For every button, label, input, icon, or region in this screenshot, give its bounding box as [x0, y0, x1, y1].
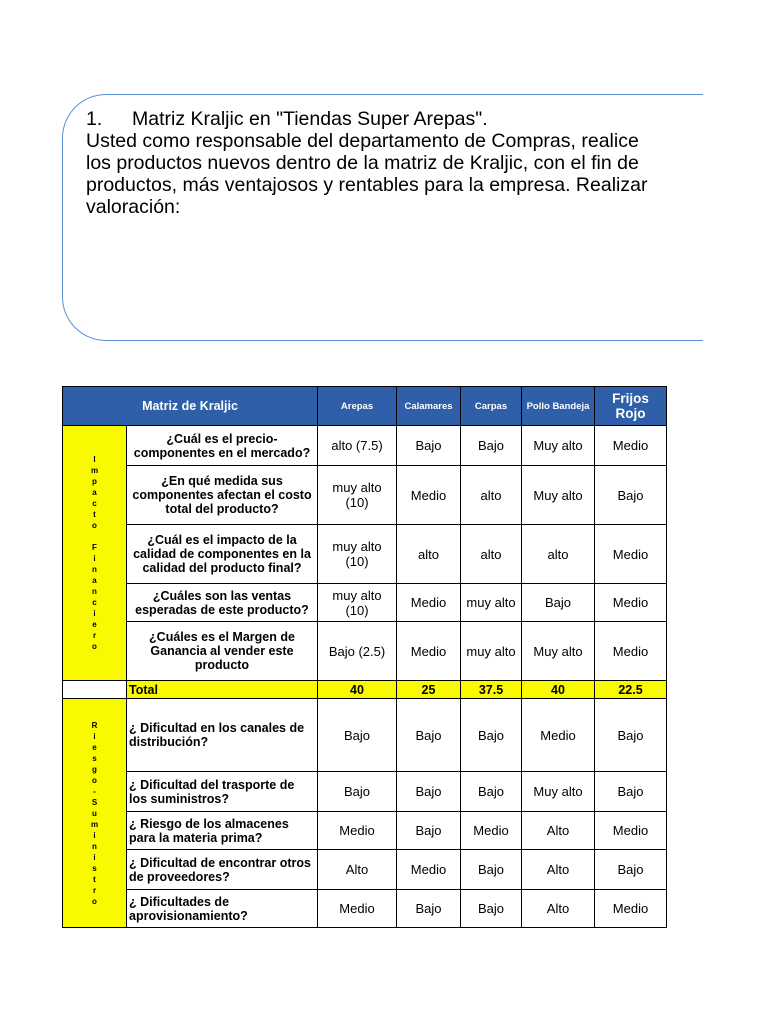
- value-cell: Bajo: [461, 772, 522, 812]
- table-row: [63, 812, 667, 850]
- value-cell: muy alto: [461, 622, 522, 681]
- value-cell: muy alto: [461, 584, 522, 622]
- value-cell: Bajo (2.5): [318, 622, 397, 681]
- group-label-letter: u: [92, 808, 97, 818]
- value-cell: Medio: [595, 890, 667, 928]
- question-cell: ¿ Dificultad en los canales de distribución?: [127, 699, 318, 772]
- total-value: 22.5: [595, 681, 667, 699]
- table-row: [63, 584, 667, 622]
- value-cell: Bajo: [595, 699, 667, 772]
- group-label-letter: -: [93, 786, 96, 796]
- value-cell: muy alto (10): [318, 525, 397, 584]
- group-label-letter: t: [93, 874, 96, 884]
- question-cell: ¿Cuál es el impacto de la calidad de componentes en la calidad del producto final?: [127, 525, 318, 584]
- group-label-letter: r: [92, 631, 97, 640]
- question-cell: ¿ Dificultad del trasporte de los suministros?: [127, 772, 318, 812]
- question-cell: ¿Cuál es el precio-componentes en el mercado?: [127, 426, 318, 466]
- value-cell: Bajo: [461, 890, 522, 928]
- value-cell: Medio: [318, 812, 397, 850]
- group-label-letter: o: [92, 521, 97, 530]
- intro-title-line: [86, 108, 686, 130]
- value-cell: Alto: [522, 890, 595, 928]
- total-value: 37.5: [461, 681, 522, 699]
- group-label-letter: i: [93, 554, 96, 563]
- group-label-letter: e: [92, 742, 97, 752]
- question-cell: ¿ Dificultad de encontrar otros de proveedores?: [127, 850, 318, 890]
- group-label-letter: s: [92, 753, 97, 763]
- value-cell: muy alto (10): [318, 584, 397, 622]
- value-cell: alto (7.5): [318, 426, 397, 466]
- group-label-letter: c: [92, 598, 97, 607]
- col-header: Frijos Rojo: [595, 387, 667, 426]
- group-label-letter: s: [92, 863, 97, 873]
- total-row: [63, 681, 667, 699]
- value-cell: Bajo: [595, 772, 667, 812]
- group-label-letter: n: [92, 841, 97, 851]
- table-row: [63, 525, 667, 584]
- table-row: [63, 890, 667, 928]
- total-value: 40: [318, 681, 397, 699]
- value-cell: Bajo: [397, 812, 461, 850]
- value-cell: Muy alto: [522, 772, 595, 812]
- value-cell: Medio: [595, 525, 667, 584]
- group-label-letter: S: [91, 797, 98, 807]
- item-number: 1.: [86, 108, 103, 130]
- col-header: Arepas: [318, 387, 397, 426]
- group-label-letter: n: [92, 565, 97, 574]
- value-cell: Medio: [397, 622, 461, 681]
- value-cell: Alto: [522, 812, 595, 850]
- intro-line: productos, más ventajosos y rentables para la empresa. Realizar: [86, 174, 648, 196]
- total-value: 40: [522, 681, 595, 699]
- group-label-letter: [65, 531, 124, 542]
- group-label-letter: i: [93, 830, 96, 840]
- value-cell: Medio: [595, 584, 667, 622]
- table-row: [63, 466, 667, 525]
- value-cell: Bajo: [461, 850, 522, 890]
- group-label-letter: m: [90, 466, 99, 475]
- value-cell: alto: [522, 525, 595, 584]
- table-row: [63, 772, 667, 812]
- intro-text: [86, 108, 686, 308]
- col-header: Carpas: [461, 387, 522, 426]
- value-cell: Bajo: [595, 850, 667, 890]
- group-label-letter: i: [93, 852, 96, 862]
- value-cell: Medio: [461, 812, 522, 850]
- kraljic-matrix-table: [62, 386, 667, 928]
- intro-line: valoración:: [86, 196, 181, 218]
- value-cell: Medio: [397, 466, 461, 525]
- question-cell: ¿ Dificultades de aprovisionamiento?: [127, 890, 318, 928]
- group-label-letter: o: [92, 642, 97, 651]
- value-cell: muy alto (10): [318, 466, 397, 525]
- value-cell: alto: [461, 525, 522, 584]
- value-cell: Medio: [522, 699, 595, 772]
- group-label-letter: r: [92, 885, 97, 895]
- value-cell: Muy alto: [522, 426, 595, 466]
- group-label-letter: I: [93, 455, 96, 464]
- value-cell: Bajo: [397, 699, 461, 772]
- group-label-letter: F: [92, 543, 97, 552]
- question-cell: ¿ Riesgo de los almacenes para la materia prima?: [127, 812, 318, 850]
- group-label-letter: a: [92, 576, 97, 585]
- value-cell: Bajo: [397, 890, 461, 928]
- value-cell: Alto: [522, 850, 595, 890]
- group-label-riesgo-suministro: [63, 699, 127, 928]
- group-label-letter: m: [90, 819, 99, 829]
- value-cell: Bajo: [318, 699, 397, 772]
- total-spacer: [63, 681, 127, 699]
- group-label-letter: i: [93, 609, 96, 618]
- intro-line: los productos nuevos dentro de la matriz de Kraljic, con el fin de: [86, 152, 639, 174]
- intro-line: Usted como responsable del departamento de Compras, realice: [86, 130, 639, 152]
- group-label-letter: a: [92, 488, 97, 497]
- group-label-letter: c: [92, 499, 97, 508]
- value-cell: Medio: [595, 812, 667, 850]
- col-header: Pollo Bandeja: [522, 387, 595, 426]
- group-label-letter: i: [93, 731, 96, 741]
- value-cell: Bajo: [522, 584, 595, 622]
- value-cell: Bajo: [397, 772, 461, 812]
- table-row: [63, 426, 667, 466]
- group-label-letter: t: [93, 510, 96, 519]
- group-label-letter: e: [92, 620, 97, 629]
- total-value: 25: [397, 681, 461, 699]
- value-cell: Bajo: [397, 426, 461, 466]
- value-cell: alto: [461, 466, 522, 525]
- question-cell: ¿Cuáles son las ventas esperadas de este producto?: [127, 584, 318, 622]
- value-cell: Muy alto: [522, 466, 595, 525]
- group-label-letter: o: [92, 775, 97, 785]
- value-cell: Medio: [595, 426, 667, 466]
- table-row: [63, 622, 667, 681]
- group-label-letter: p: [92, 477, 97, 486]
- group-label-impacto-financiero: [63, 426, 127, 681]
- value-cell: Bajo: [318, 772, 397, 812]
- group-label-letter: R: [91, 720, 98, 730]
- col-header: Calamares: [397, 387, 461, 426]
- value-cell: alto: [397, 525, 461, 584]
- value-cell: Bajo: [461, 426, 522, 466]
- value-cell: Bajo: [461, 699, 522, 772]
- total-label: Total: [127, 681, 318, 699]
- group-label-letter: o: [92, 896, 97, 906]
- header-row: [63, 387, 667, 426]
- value-cell: Medio: [318, 890, 397, 928]
- value-cell: Bajo: [595, 466, 667, 525]
- group-label-letter: n: [92, 587, 97, 596]
- value-cell: Medio: [397, 850, 461, 890]
- question-cell: ¿Cuáles es el Margen de Ganancia al vender este producto: [127, 622, 318, 681]
- value-cell: Muy alto: [522, 622, 595, 681]
- matrix-title: Matriz de Kraljic: [63, 387, 318, 426]
- table-row: [63, 699, 667, 772]
- value-cell: Medio: [397, 584, 461, 622]
- group-label-letter: g: [92, 764, 97, 774]
- table-row: [63, 850, 667, 890]
- value-cell: Medio: [595, 622, 667, 681]
- intro-title: Matriz Kraljic en "Tiendas Super Arepas".: [132, 108, 488, 130]
- question-cell: ¿En qué medida sus componentes afectan el costo total del producto?: [127, 466, 318, 525]
- value-cell: Alto: [318, 850, 397, 890]
